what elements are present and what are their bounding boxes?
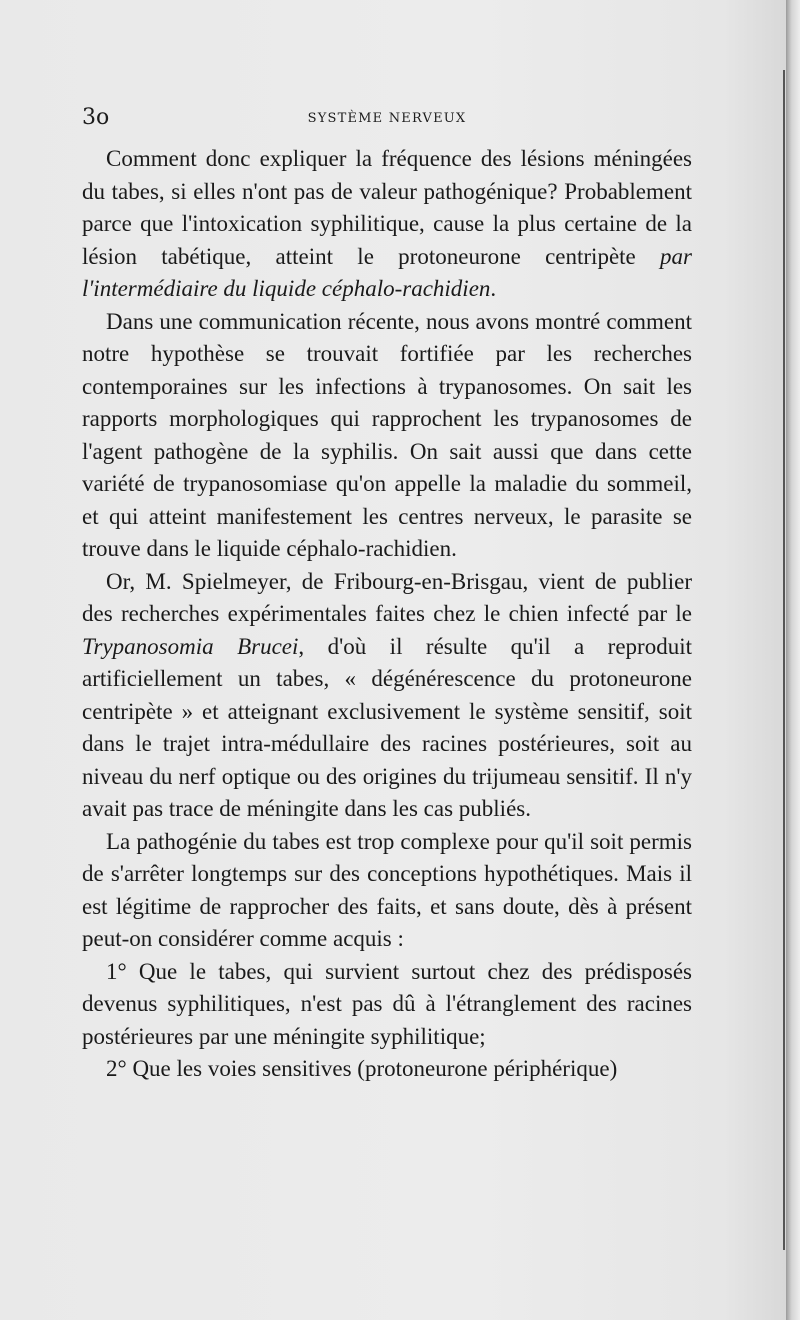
paragraph-pathogenie: La pathogénie du tabes est trop complexe pour qu'il soit permis de s'arrêter longtemps sur des conceptions hypothétiques. Mais il est légitime de rapprocher des faits, et sans doute, dès à présent peut-on considérer comme acquis :	[82, 828, 692, 951]
italic-phrase: par l'intermédiaire du liquide céphalo-rachidien	[82, 243, 692, 301]
paragraph-spielmeyer: Or, M. Spielmeyer, de Fribourg-en-Brisgau, vient de publier des recherches expérimentales faites chez le chien infecté par le Trypanosomia Brucei, d'où il résulte qu'il a reproduit artificiellement un tabes, « dégénérescence du protoneurone centripète » et atteignant exclusivement le système sensitif, soit dans le trajet intra-médullaire des racines postérieures, soit au niveau du nerf optique ou des origines du trijumeau sensitif. Il n'y avait pas trace de méningite dans les cas publiés.	[82, 568, 692, 821]
list-item-1: 1° Que le tabes, qui survient surtout chez des prédisposés devenus syphilitiques, n'est pas dû à l'étranglement des racines postérieures par une méningite syphilitique;	[82, 958, 692, 1049]
list-item-2: 2° Que les voies sensitives (protoneurone périphérique)	[106, 1056, 618, 1081]
page-header	[82, 105, 692, 135]
italic-species: Trypanosomia Brucei	[82, 633, 299, 659]
paragraph-intoxication: Comment donc expliquer la fréquence des lésions méningées du tabes, si elles n'ont pas de valeur pathogénique? Probablement parce que l'intoxication syphilitique, cause la plus certaine de la lésion tabétique, atteint le protoneurone centripète par l'intermédiaire du liquide céphalo-rachidien.	[82, 146, 692, 301]
paragraph-trypanosomes: Dans une communication récente, nous avons montré comment notre hypothèse se trouvait fortifiée par les recherches contemporaines sur les infections à trypanosomes. On sait les rapports morphologiques qui rapprochent les trypanosomes de l'agent pathogène de la syphilis. On sait aussi que dans cette variété de trypanosomiase qu'on appelle la maladie du sommeil, et qui atteint manifestement les centres nerveux, le parasite se trouve dans le liquide céphalo-rachidien.	[82, 308, 692, 561]
page-number: 3o	[82, 105, 110, 130]
page-edge-line	[783, 70, 785, 1250]
running-head: SYSTÈME NERVEUX	[307, 111, 467, 126]
body-text	[82, 143, 692, 1086]
page-edge-shadow	[786, 0, 800, 1320]
